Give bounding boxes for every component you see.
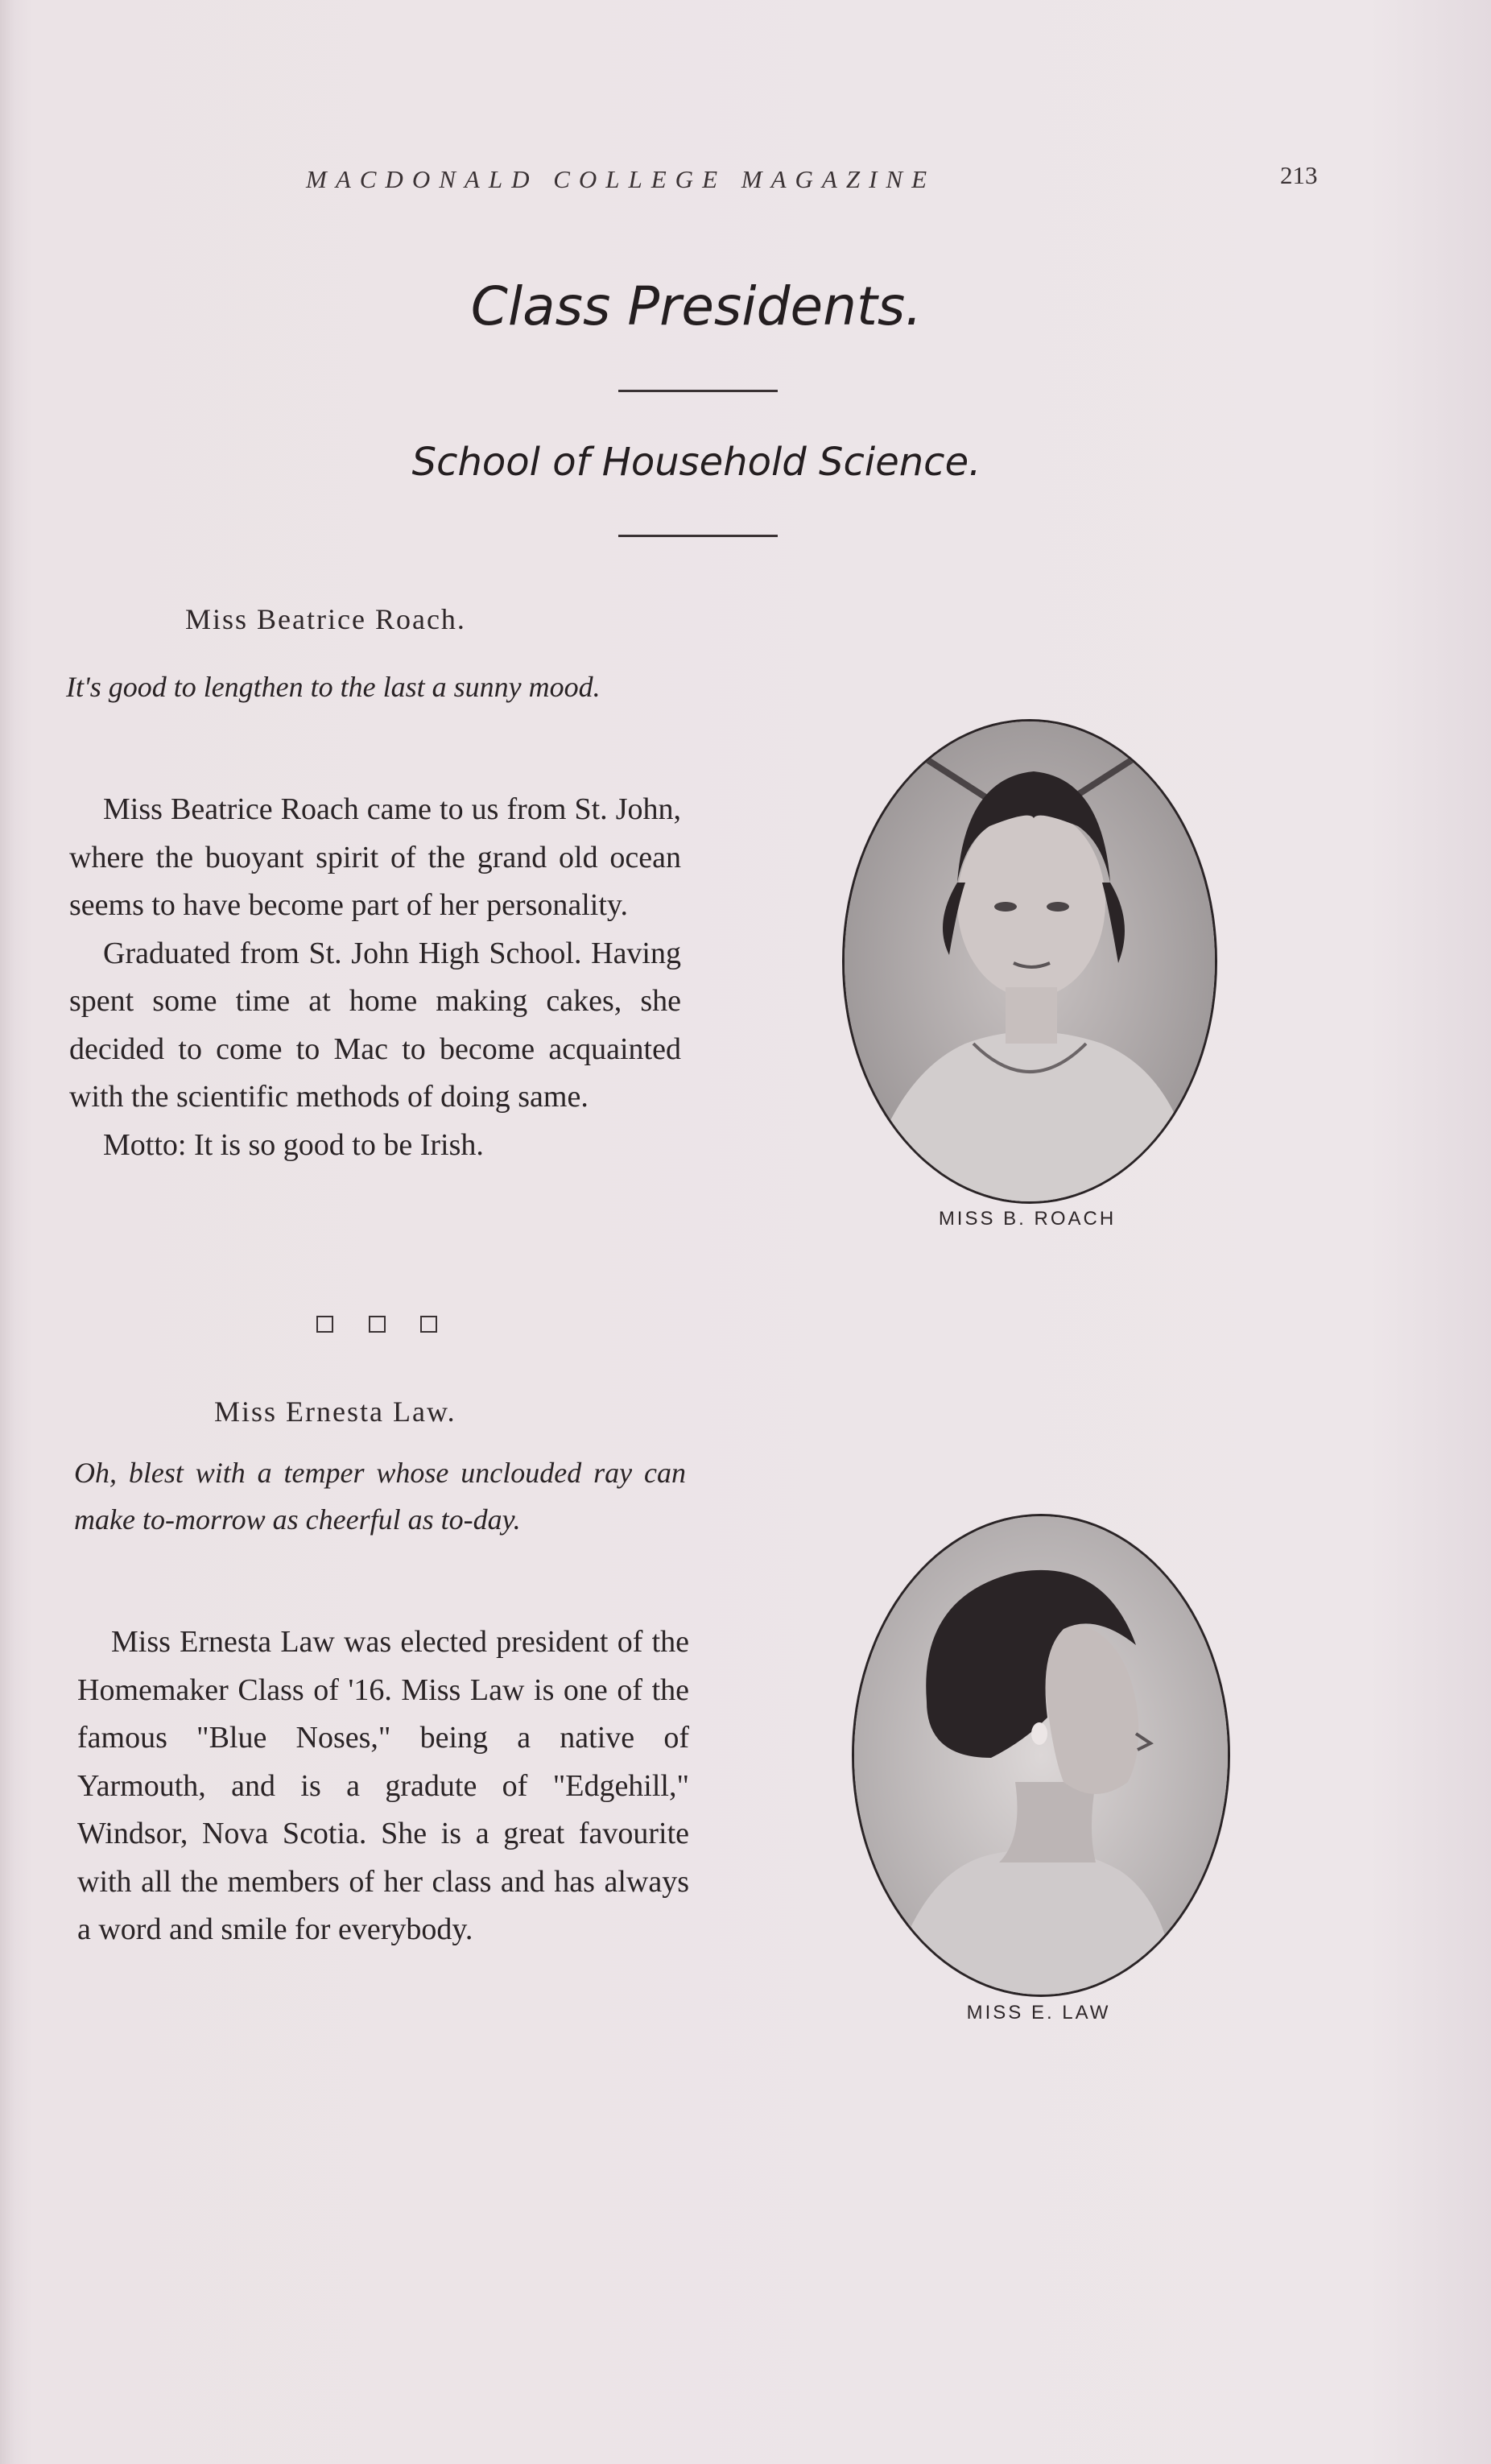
entry-heading-law xyxy=(214,1395,456,1428)
name-prefix: Miss xyxy=(185,603,249,635)
name-first: Ernesta xyxy=(286,1395,384,1428)
portrait-roach-image xyxy=(845,721,1215,1201)
bio-paragraph: Graduated from St. John High School. Having spent some time at home making cakes, she decided to come to Mac to become acquainted with the scientific methods of doing same. xyxy=(69,936,681,1114)
caption-roach: MISS B. ROACH xyxy=(938,1208,1117,1230)
name-first: Beatrice xyxy=(257,603,366,635)
page-number: 213 xyxy=(1280,161,1318,189)
caption-law: MISS E. LAW xyxy=(966,2002,1111,2024)
square-icon xyxy=(316,1316,333,1333)
bio-paragraph: Miss Beatrice Roach came to us from St. John, where the buoyant spirit of the grand old ocean seems to have become part of her personality. xyxy=(69,792,681,922)
name-last: Roach. xyxy=(374,603,466,635)
square-icon xyxy=(420,1316,437,1333)
entry-heading-roach xyxy=(185,602,466,636)
name-last: Law. xyxy=(392,1395,456,1428)
subtitle-rule xyxy=(618,535,778,537)
portrait-law-image xyxy=(854,1516,1228,1995)
square-icon xyxy=(369,1316,386,1333)
bio-paragraph: Motto: It is so good to be Irish. xyxy=(103,1127,484,1162)
bio-paragraph: Miss Ernesta Law was elected president of the Homemaker Class of '16. Miss Law is one of the famous "Blue Noses," being a native of Yarmouth, and is a gradute of "Edgehill," Windsor, Nova Scotia. She is a great favourite with all the members of her class and has always a word and smile for everybody. xyxy=(77,1625,689,1946)
running-head: MACDONALD COLLEGE MAGAZINE xyxy=(306,165,936,193)
separator-squares-icon xyxy=(316,1314,437,1333)
portrait-law xyxy=(852,1514,1230,1997)
title-rule xyxy=(618,390,778,392)
entry-bio-law xyxy=(77,1619,689,1954)
page-title: Class Presidents. xyxy=(470,275,923,337)
name-prefix: Miss xyxy=(214,1395,278,1428)
entry-motto-roach: It's good to lengthen to the last a sunny mood. xyxy=(66,671,601,703)
entry-bio-roach xyxy=(69,786,681,1169)
section-subtitle: School of Household Science. xyxy=(411,440,981,485)
entry-motto-law: Oh, blest with a temper whose unclouded ray can make to-morrow as cheerful as to-day. xyxy=(74,1457,686,1536)
portrait-roach xyxy=(842,719,1217,1204)
